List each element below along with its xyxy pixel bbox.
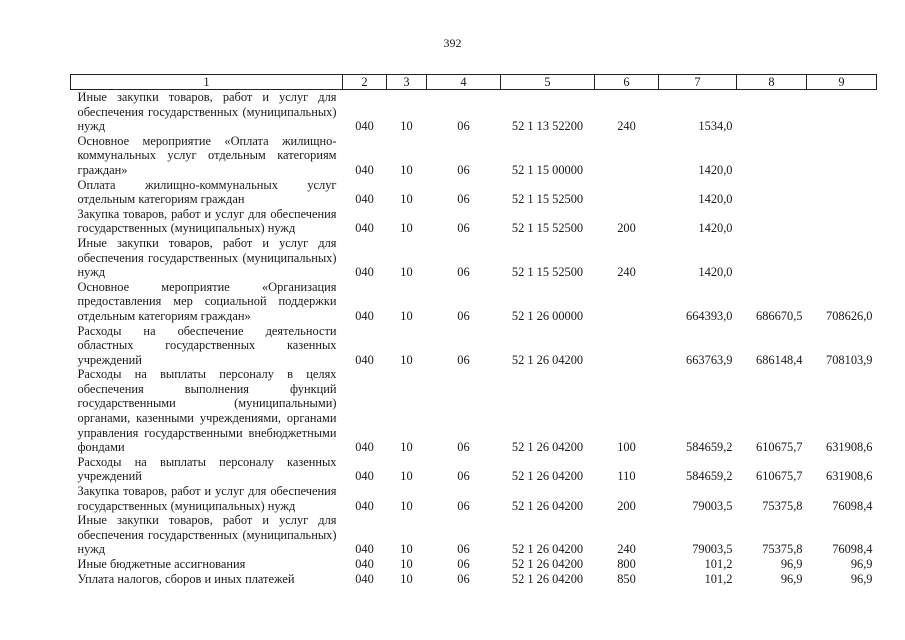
code-expense: 800 [617,557,636,571]
table-row [71,367,877,455]
amount-year-2 [737,178,807,207]
table-row [71,207,877,236]
code-target: 52 1 26 04200 [511,571,584,586]
table-body [71,90,877,587]
code-subsection: 06 [457,498,470,513]
amount-year-2: 610675,7 [756,440,803,455]
table-row [71,557,877,572]
code-expense: 200 [617,221,636,236]
code-admin: 040 [355,162,374,177]
amount-year-3: 631908,6 [826,440,873,455]
code-section: 10 [400,557,413,571]
table-row [71,236,877,280]
code-subsection: 06 [457,571,470,586]
table-row [71,280,877,324]
code-expense: 110 [617,469,636,484]
code-target: 52 1 13 52200 [511,119,584,134]
amount-year-1: 584659,2 [686,469,733,484]
amount-year-3 [807,236,877,280]
col-header-3: 3 [387,75,427,90]
item-name: Основное мероприятие «Оплата жилищно-коммунальных услуг отдельным категориям граждан» [77,133,337,177]
code-admin: 040 [355,469,374,484]
col-header-5: 5 [501,75,595,90]
table-row [71,178,877,207]
code-target: 52 1 15 52500 [511,192,584,207]
code-expense [595,324,659,368]
code-subsection: 06 [457,308,470,323]
code-section: 10 [400,352,413,367]
item-name: Расходы на обеспечение деятельности областных государственных казенных учреждений [77,323,337,367]
code-subsection: 06 [457,162,470,177]
col-header-1: 1 [71,75,343,90]
amount-year-3: 76098,4 [832,498,873,513]
table-header [71,75,877,90]
amount-year-3: 708626,0 [826,308,873,323]
code-subsection: 06 [457,469,470,484]
item-name: Основное мероприятие «Организация предоставления мер социальной поддержки отдельным категориям граждан» [77,279,337,323]
item-name: Оплата жилищно-коммунальных услуг отдельным категориям граждан [77,177,337,207]
code-admin: 040 [355,440,374,455]
amount-year-2 [737,207,807,236]
amount-year-1: 79003,5 [692,542,733,557]
amount-year-1: 1420,0 [698,221,733,236]
code-expense: 200 [617,498,636,513]
amount-year-2 [737,90,807,134]
item-name: Закупка товаров, работ и услуг для обеспечения государственных (муниципальных) нужд [77,484,337,513]
code-admin: 040 [355,119,374,134]
code-target: 52 1 15 52500 [511,221,584,236]
amount-year-3: 96,9 [850,571,873,586]
col-header-2: 2 [343,75,387,90]
amount-year-1: 1420,0 [698,192,733,207]
table-row [71,455,877,484]
code-section: 10 [400,440,413,455]
code-subsection: 06 [457,440,470,455]
code-admin: 040 [355,265,374,280]
code-section: 10 [400,119,413,134]
amount-year-2: 610675,7 [756,469,803,484]
item-name: Расходы на выплаты персоналу в целях обеспечения выполнения функций государственными (муниципальными) органами, казенными учреждениями, органами управления государственными внебюджетными фондами [77,367,337,455]
amount-year-1: 1420,0 [698,162,733,177]
code-subsection: 06 [457,542,470,557]
col-header-6: 6 [595,75,659,90]
code-admin: 040 [355,542,374,557]
code-admin: 040 [355,221,374,236]
code-section: 10 [400,265,413,280]
code-admin: 040 [355,352,374,367]
table-row [71,90,877,134]
amount-year-1: 101,2 [704,571,733,586]
amount-year-1: 79003,5 [692,498,733,513]
code-admin: 040 [355,571,374,586]
amount-year-2 [737,236,807,280]
amount-year-3: 631908,6 [826,469,873,484]
table-row [71,513,877,557]
col-header-4: 4 [427,75,501,90]
amount-year-2: 96,9 [780,571,803,586]
code-target: 52 1 26 04200 [511,352,584,367]
code-expense: 240 [617,542,636,557]
code-subsection: 06 [457,265,470,280]
code-target: 52 1 26 04200 [511,469,584,484]
col-header-7: 7 [659,75,737,90]
col-header-9: 9 [807,75,877,90]
code-subsection: 06 [457,192,470,207]
code-expense: 100 [617,440,636,455]
amount-year-3: 76098,4 [832,542,873,557]
amount-year-2 [737,134,807,178]
item-name: Иные закупки товаров, работ и услуг для обеспечения государственных (муниципальных) нужд [77,90,337,134]
code-section: 10 [400,308,413,323]
code-target: 52 1 26 00000 [511,308,584,323]
item-name: Иные закупки товаров, работ и услуг для обеспечения государственных (муниципальных) нужд [77,235,337,280]
amount-year-1: 1420,0 [698,265,733,280]
budget-table [70,74,877,586]
amount-year-1: 1534,0 [698,119,733,134]
item-name: Расходы на выплаты персоналу казенных учреждений [77,454,337,484]
amount-year-3 [807,207,877,236]
code-section: 10 [400,221,413,236]
amount-year-3: 708103,9 [826,352,873,367]
page-number: 392 [443,36,462,50]
amount-year-2: 75375,8 [762,498,803,513]
code-admin: 040 [355,498,374,513]
code-section: 10 [400,469,413,484]
code-expense: 850 [617,571,636,586]
code-section: 10 [400,498,413,513]
code-section: 10 [400,192,413,207]
code-target: 52 1 15 00000 [511,162,584,177]
code-section: 10 [400,571,413,586]
amount-year-1: 664393,0 [686,308,733,323]
col-header-8: 8 [737,75,807,90]
code-section: 10 [400,162,413,177]
code-target: 52 1 26 04200 [511,542,584,557]
code-section: 10 [400,542,413,557]
code-admin: 040 [355,557,374,571]
code-target: 52 1 26 04200 [511,557,584,571]
item-name: Иные бюджетные ассигнования [77,557,246,571]
code-expense: 240 [617,119,636,134]
amount-year-1: 584659,2 [686,440,733,455]
amount-year-2: 75375,8 [762,542,803,557]
amount-year-3 [807,134,877,178]
item-name: Закупка товаров, работ и услуг для обеспечения государственных (муниципальных) нужд [77,206,337,236]
code-target: 52 1 26 04200 [511,440,584,455]
code-target: 52 1 15 52500 [511,265,584,280]
code-subsection: 06 [457,352,470,367]
code-expense [595,134,659,178]
table-row [71,572,877,587]
code-subsection: 06 [457,119,470,134]
code-target: 52 1 26 04200 [511,498,584,513]
amount-year-3 [807,90,877,134]
amount-year-2: 686670,5 [756,308,803,323]
amount-year-2: 96,9 [780,557,803,571]
table-row [71,484,877,513]
code-expense [595,178,659,207]
table-row [71,324,877,368]
code-subsection: 06 [457,221,470,236]
amount-year-3 [807,178,877,207]
amount-year-3: 96,9 [850,557,873,571]
amount-year-2: 686148,4 [756,352,803,367]
code-expense [595,280,659,324]
amount-year-1: 663763,9 [686,352,733,367]
table-row [71,134,877,178]
item-name: Уплата налогов, сборов и иных платежей [77,571,295,586]
code-subsection: 06 [457,557,470,571]
code-admin: 040 [355,192,374,207]
amount-year-1: 101,2 [704,557,733,571]
code-admin: 040 [355,308,374,323]
code-expense: 240 [617,265,636,280]
item-name: Иные закупки товаров, работ и услуг для обеспечения государственных (муниципальных) нужд [77,513,337,557]
